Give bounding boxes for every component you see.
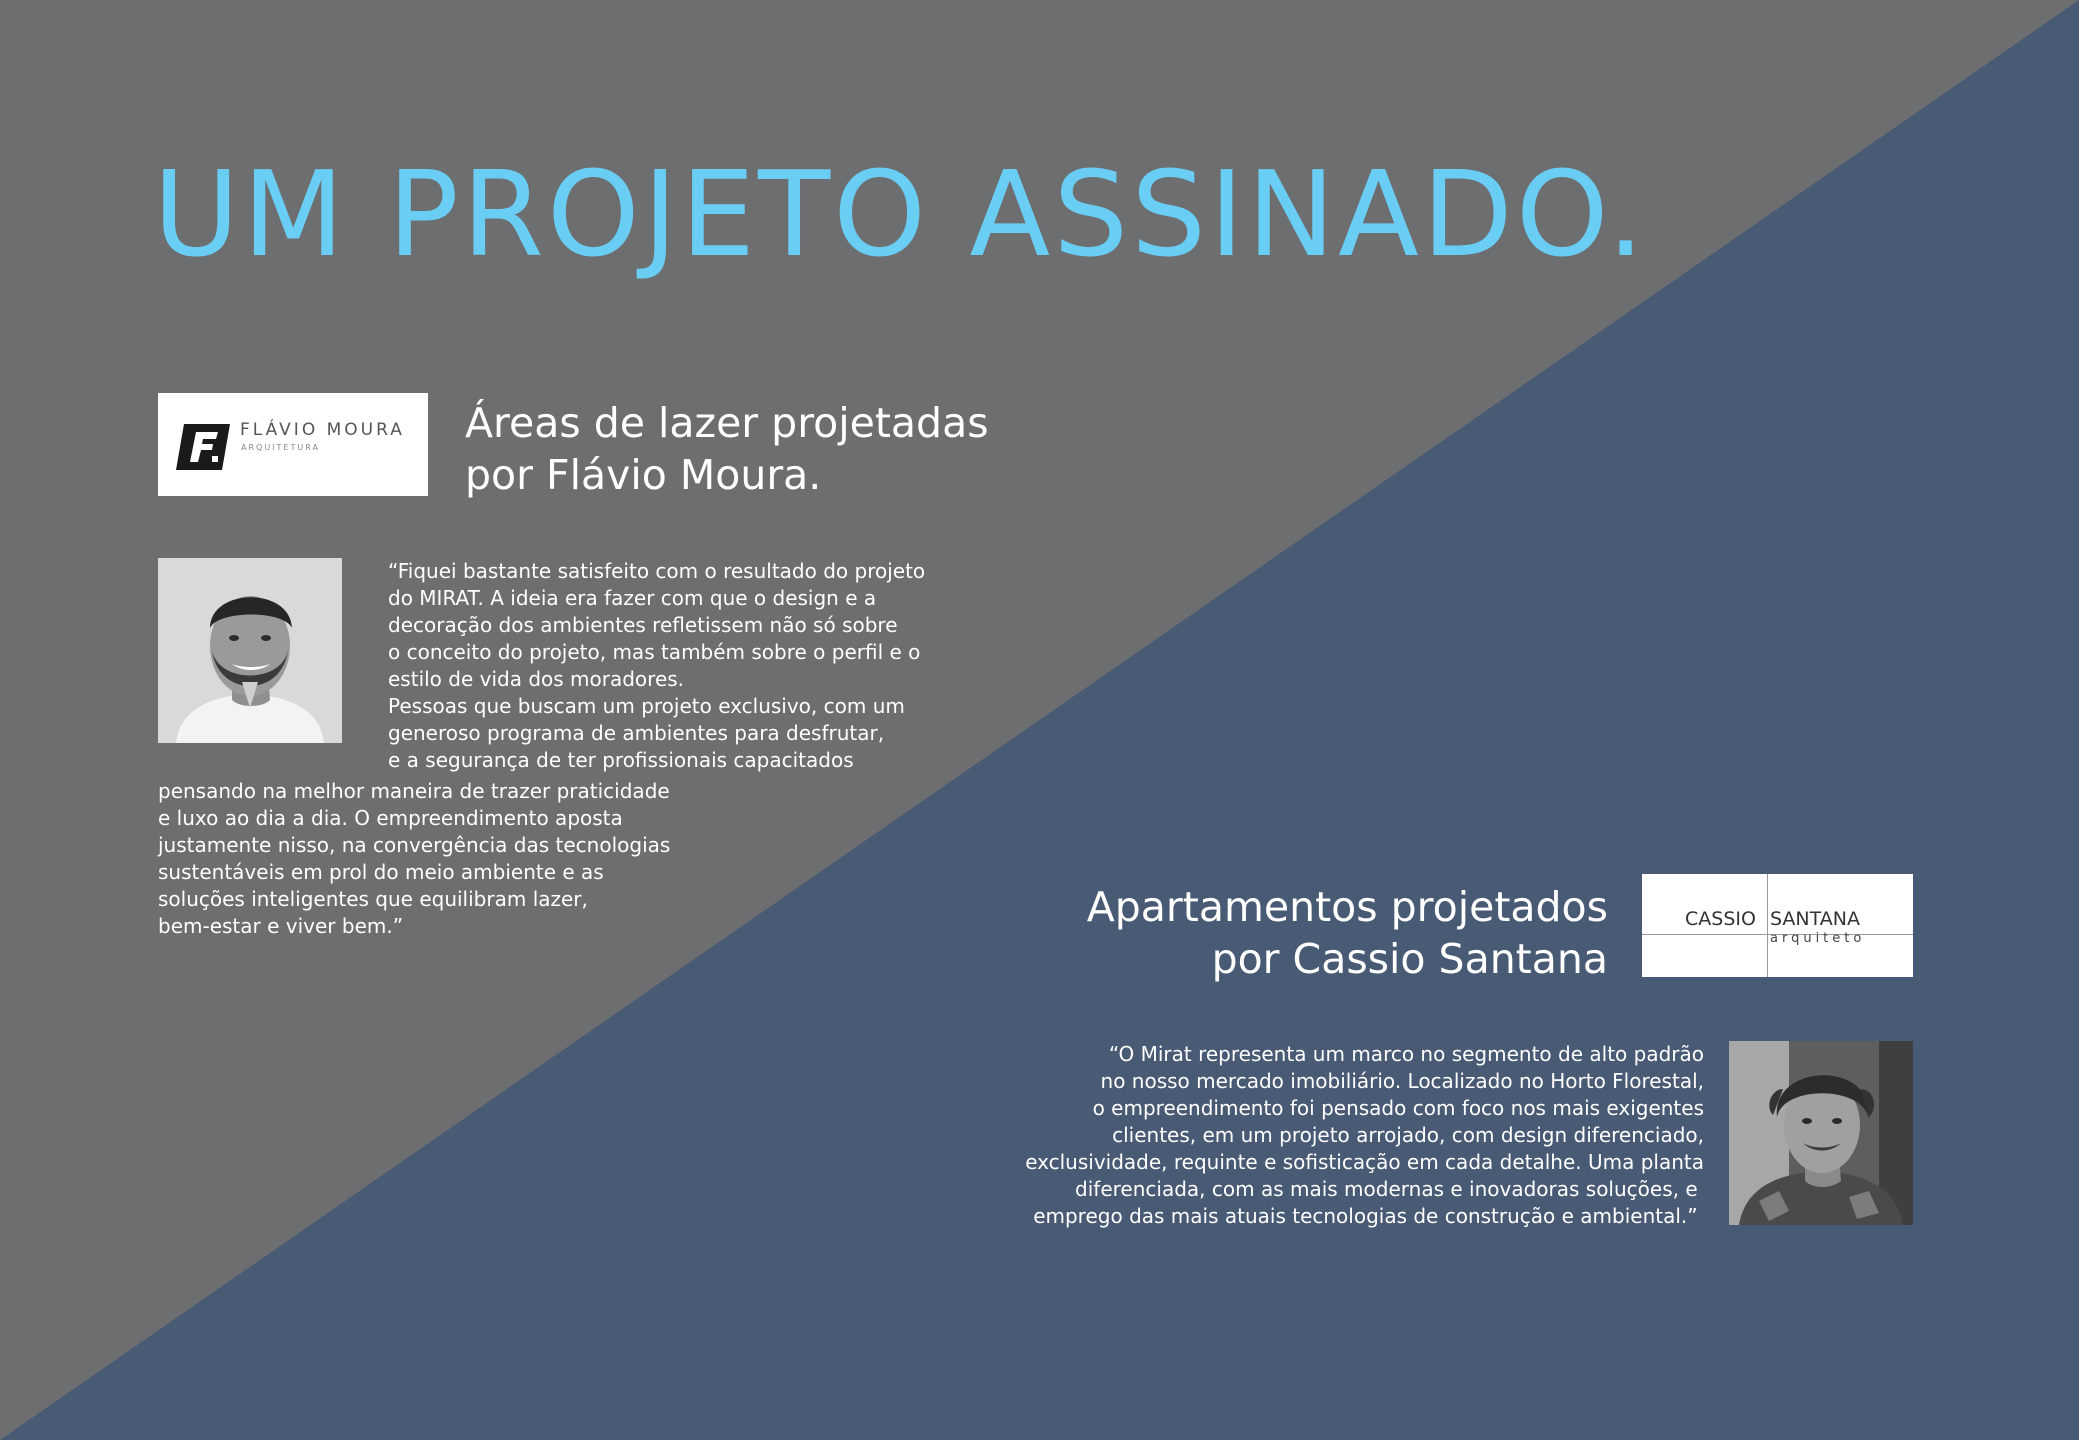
flavio-section-heading: Áreas de lazer projetadas por Flávio Moura. [465,399,989,499]
flavio-moura-portrait [158,558,342,743]
page-headline: UM PROJETO ASSINADO. [153,145,1648,283]
flavio-logo-name: FLÁVIO MOURA [240,420,405,440]
flavio-portrait-image [158,558,342,743]
cassio-logo-subtitle: arquiteto [1770,931,1866,946]
flavio-logo-subtitle: ARQUITETURA [241,443,320,452]
flavio-quote-part-1: “Fiquei bastante satisfeito com o resultado do projeto do MIRAT. A ideia era fazer com que o design e a decoração dos ambientes refletissem não só sobre o conceito do projeto, mas também sobre o perfil e o estilo de vida dos moradores. Pessoas que buscam um projeto exclusivo, com um generoso programa de ambientes para desfrutar, e a segurança de ter profissionais capacitados [388,559,926,772]
cassio-portrait-image [1729,1041,1913,1225]
cassio-quote: “O Mirat representa um marco no segmento de alto padrão no nosso mercado imobiliário. Localizado no Horto Florestal, o empreendimento foi pensado com foco nos mais exigentes clientes, em um projeto arrojado, com design diferenciado, exclusividade, requinte e sofisticação em cada detalhe. Uma planta diferenciada, com as mais modernas e inovadoras soluções, e emprego das mais atuais tecnologias de construção e ambiental.” [1025,1042,1704,1228]
flavio-moura-logo [158,393,428,496]
cassio-santana-logo [1642,874,1913,977]
cassio-logo-last-name: SANTANA [1770,908,1860,930]
cassio-santana-portrait [1729,1041,1913,1225]
flavio-quote-part-2: pensando na melhor maneira de trazer praticidade e luxo ao dia a dia. O empreendimento aposta justamente nisso, na convergência das tecnologias sustentáveis em prol do meio ambiente e as soluções inteligentes que equilibram lazer, bem-estar e viver bem.” [158,779,671,938]
cassio-logo-vertical-rule [1767,874,1768,977]
cassio-section-heading: Apartamentos projetados por Cassio Santana [1086,883,1608,983]
flavio-moura-logo-mark [176,422,232,472]
cassio-logo-first-name: CASSIO [1685,908,1756,930]
